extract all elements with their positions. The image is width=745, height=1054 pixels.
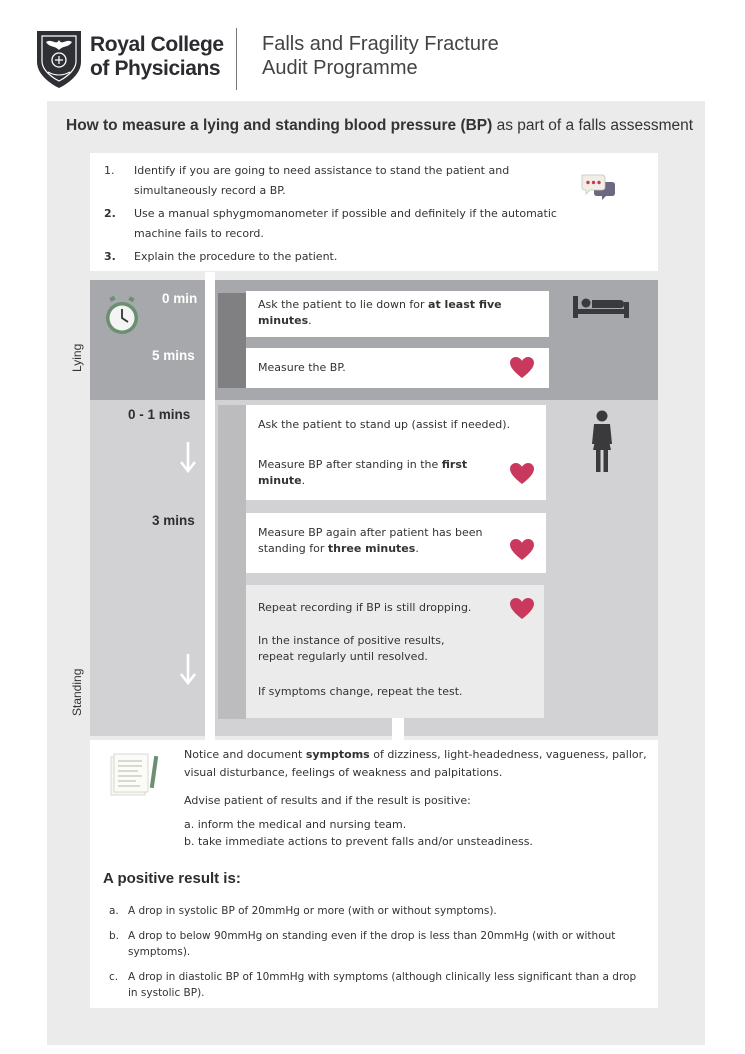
down-arrow-icon (178, 652, 198, 686)
lying-connector (218, 293, 246, 388)
step-number: 2. (104, 207, 116, 220)
bed-icon (571, 294, 631, 320)
document-icon (108, 752, 160, 798)
down-arrow-icon (178, 440, 198, 474)
positive-repeat-text: In the instance of positive results, repeat regularly until resolved. (258, 634, 445, 663)
timeline-line (205, 272, 215, 740)
notice-symptoms-text: Notice and document symptoms of dizziness, light-headedness, vagueness, pallor, visual disturbance, feelings of weakness and palpitations. (184, 748, 647, 779)
step-number: 3. (104, 250, 116, 263)
intro-steps-panel (90, 153, 658, 271)
measure-text: Measure the BP. (258, 361, 346, 374)
timeline-notch (392, 718, 404, 740)
step-text: Use a manual sphygmomanometer if possible and definitely if the automatic machine fails to record. (134, 207, 557, 240)
lie-down-box (246, 291, 549, 337)
org-name-line2: of Physicians (90, 57, 221, 80)
speech-bubbles-icon (580, 172, 616, 202)
clock-icon (104, 296, 140, 336)
step-number: 1. (104, 164, 115, 177)
three-minutes-box (246, 513, 546, 573)
repeat-text: Repeat recording if BP is still dropping. (258, 601, 472, 614)
programme-title-line2: Audit Programme (262, 57, 418, 79)
programme-title-line1: Falls and Fragility Fracture (262, 33, 499, 55)
step-text: Identify if you are going to need assistance to stand the patient and simultaneously record a BP. (134, 164, 510, 197)
person-standing-icon (588, 410, 616, 474)
page-title (66, 117, 693, 135)
positive-result-title: A positive result is: (103, 870, 241, 887)
symptoms-change-text: If symptoms change, repeat the test. (258, 685, 463, 698)
first-minute-text: Measure BP after standing in the first minute. (258, 458, 468, 487)
measure-box (246, 348, 549, 388)
time-0-min: 0 min (162, 291, 198, 306)
standing-label: Standing (70, 668, 84, 716)
page-title-bold: How to measure a lying and standing blood pressure (BP) (66, 117, 493, 134)
header-divider (236, 28, 237, 90)
heart-icon (509, 356, 535, 380)
advise-item-a: a. inform the medical and nursing team. (184, 818, 407, 831)
stand-up-text: Ask the patient to stand up (assist if needed). (258, 418, 511, 431)
heart-icon (509, 597, 535, 621)
rcp-crest-logo (34, 28, 84, 90)
advise-text: Advise patient of results and if the result is positive: (184, 794, 471, 807)
lying-label: Lying (70, 343, 84, 372)
org-name (90, 33, 224, 81)
time-0-1-mins: 0 - 1 mins (128, 407, 191, 422)
three-minutes-text: Measure BP again after patient has been standing for three minutes. (258, 526, 483, 555)
org-name-line1: Royal College (90, 33, 224, 56)
page-title-rest: as part of a falls assessment (492, 117, 694, 134)
heart-icon (509, 462, 535, 486)
programme-title (262, 32, 499, 80)
step-text: Explain the procedure to the patient. (134, 250, 338, 263)
heart-icon (509, 538, 535, 562)
stand-up-box (246, 405, 546, 500)
repeat-box (246, 585, 544, 718)
standing-connector (218, 405, 246, 719)
lie-down-text: Ask the patient to lie down for at least five minutes. (258, 298, 502, 327)
time-5-mins: 5 mins (152, 348, 195, 363)
advise-item-b: b. take immediate actions to prevent falls and/or unsteadiness. (184, 835, 533, 848)
time-3-mins: 3 mins (152, 513, 195, 528)
